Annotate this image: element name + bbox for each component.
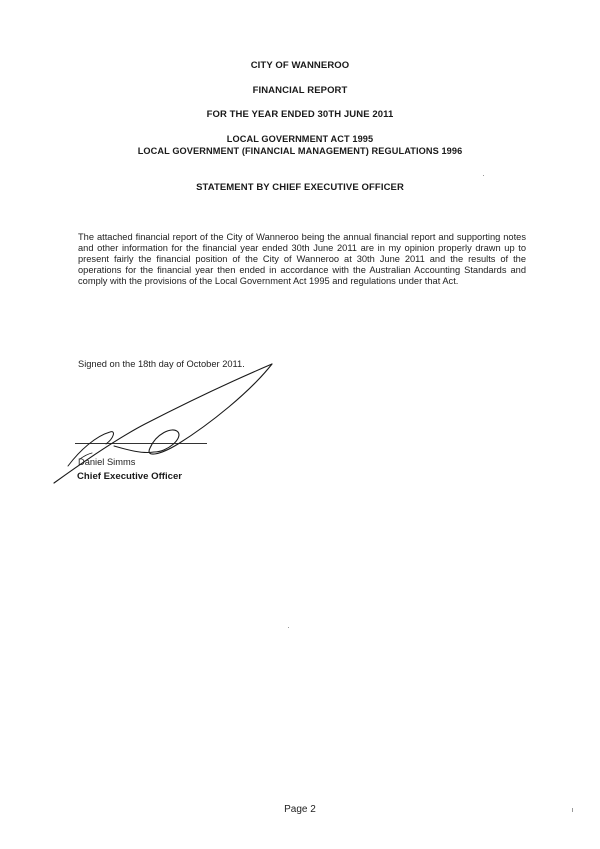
signer-title: Chief Executive Officer [77,471,183,482]
page-number: Page 2 [284,804,316,815]
organization-heading: CITY OF WANNEROO [250,60,350,71]
act-heading: LOCAL GOVERNMENT ACT 1995 [226,134,374,144]
signed-date-line: Signed on the 18th day of October 2011. [78,359,245,369]
statement-title: STATEMENT BY CHIEF EXECUTIVE OFFICER [196,182,404,193]
regulations-heading: LOCAL GOVERNMENT (FINANCIAL MANAGEMENT) REGULATIONS 1996 [137,146,463,156]
scan-speck [483,175,484,176]
report-title: FINANCIAL REPORT [252,85,348,96]
statement-body: The attached financial report of the City of Wanneroo being the annual financial report and supporting notes and other information for the financial year ended 30th June 2011 are in my opinion properly drawn up to present fairly the financial position of the City of Wanneroo at 30th June 2011 and the results of the operations for the financial year then ended in accordance with the Australian Accounting Standards and comply with the provisions of the Local Government Act 1995 and regulations under that Act. [78,232,526,287]
signer-name: Daniel Simms [78,457,136,467]
handwritten-signature [50,362,280,492]
scan-speck [572,808,573,812]
scan-speck [288,627,289,628]
period-heading: FOR THE YEAR ENDED 30TH JUNE 2011 [206,109,394,120]
